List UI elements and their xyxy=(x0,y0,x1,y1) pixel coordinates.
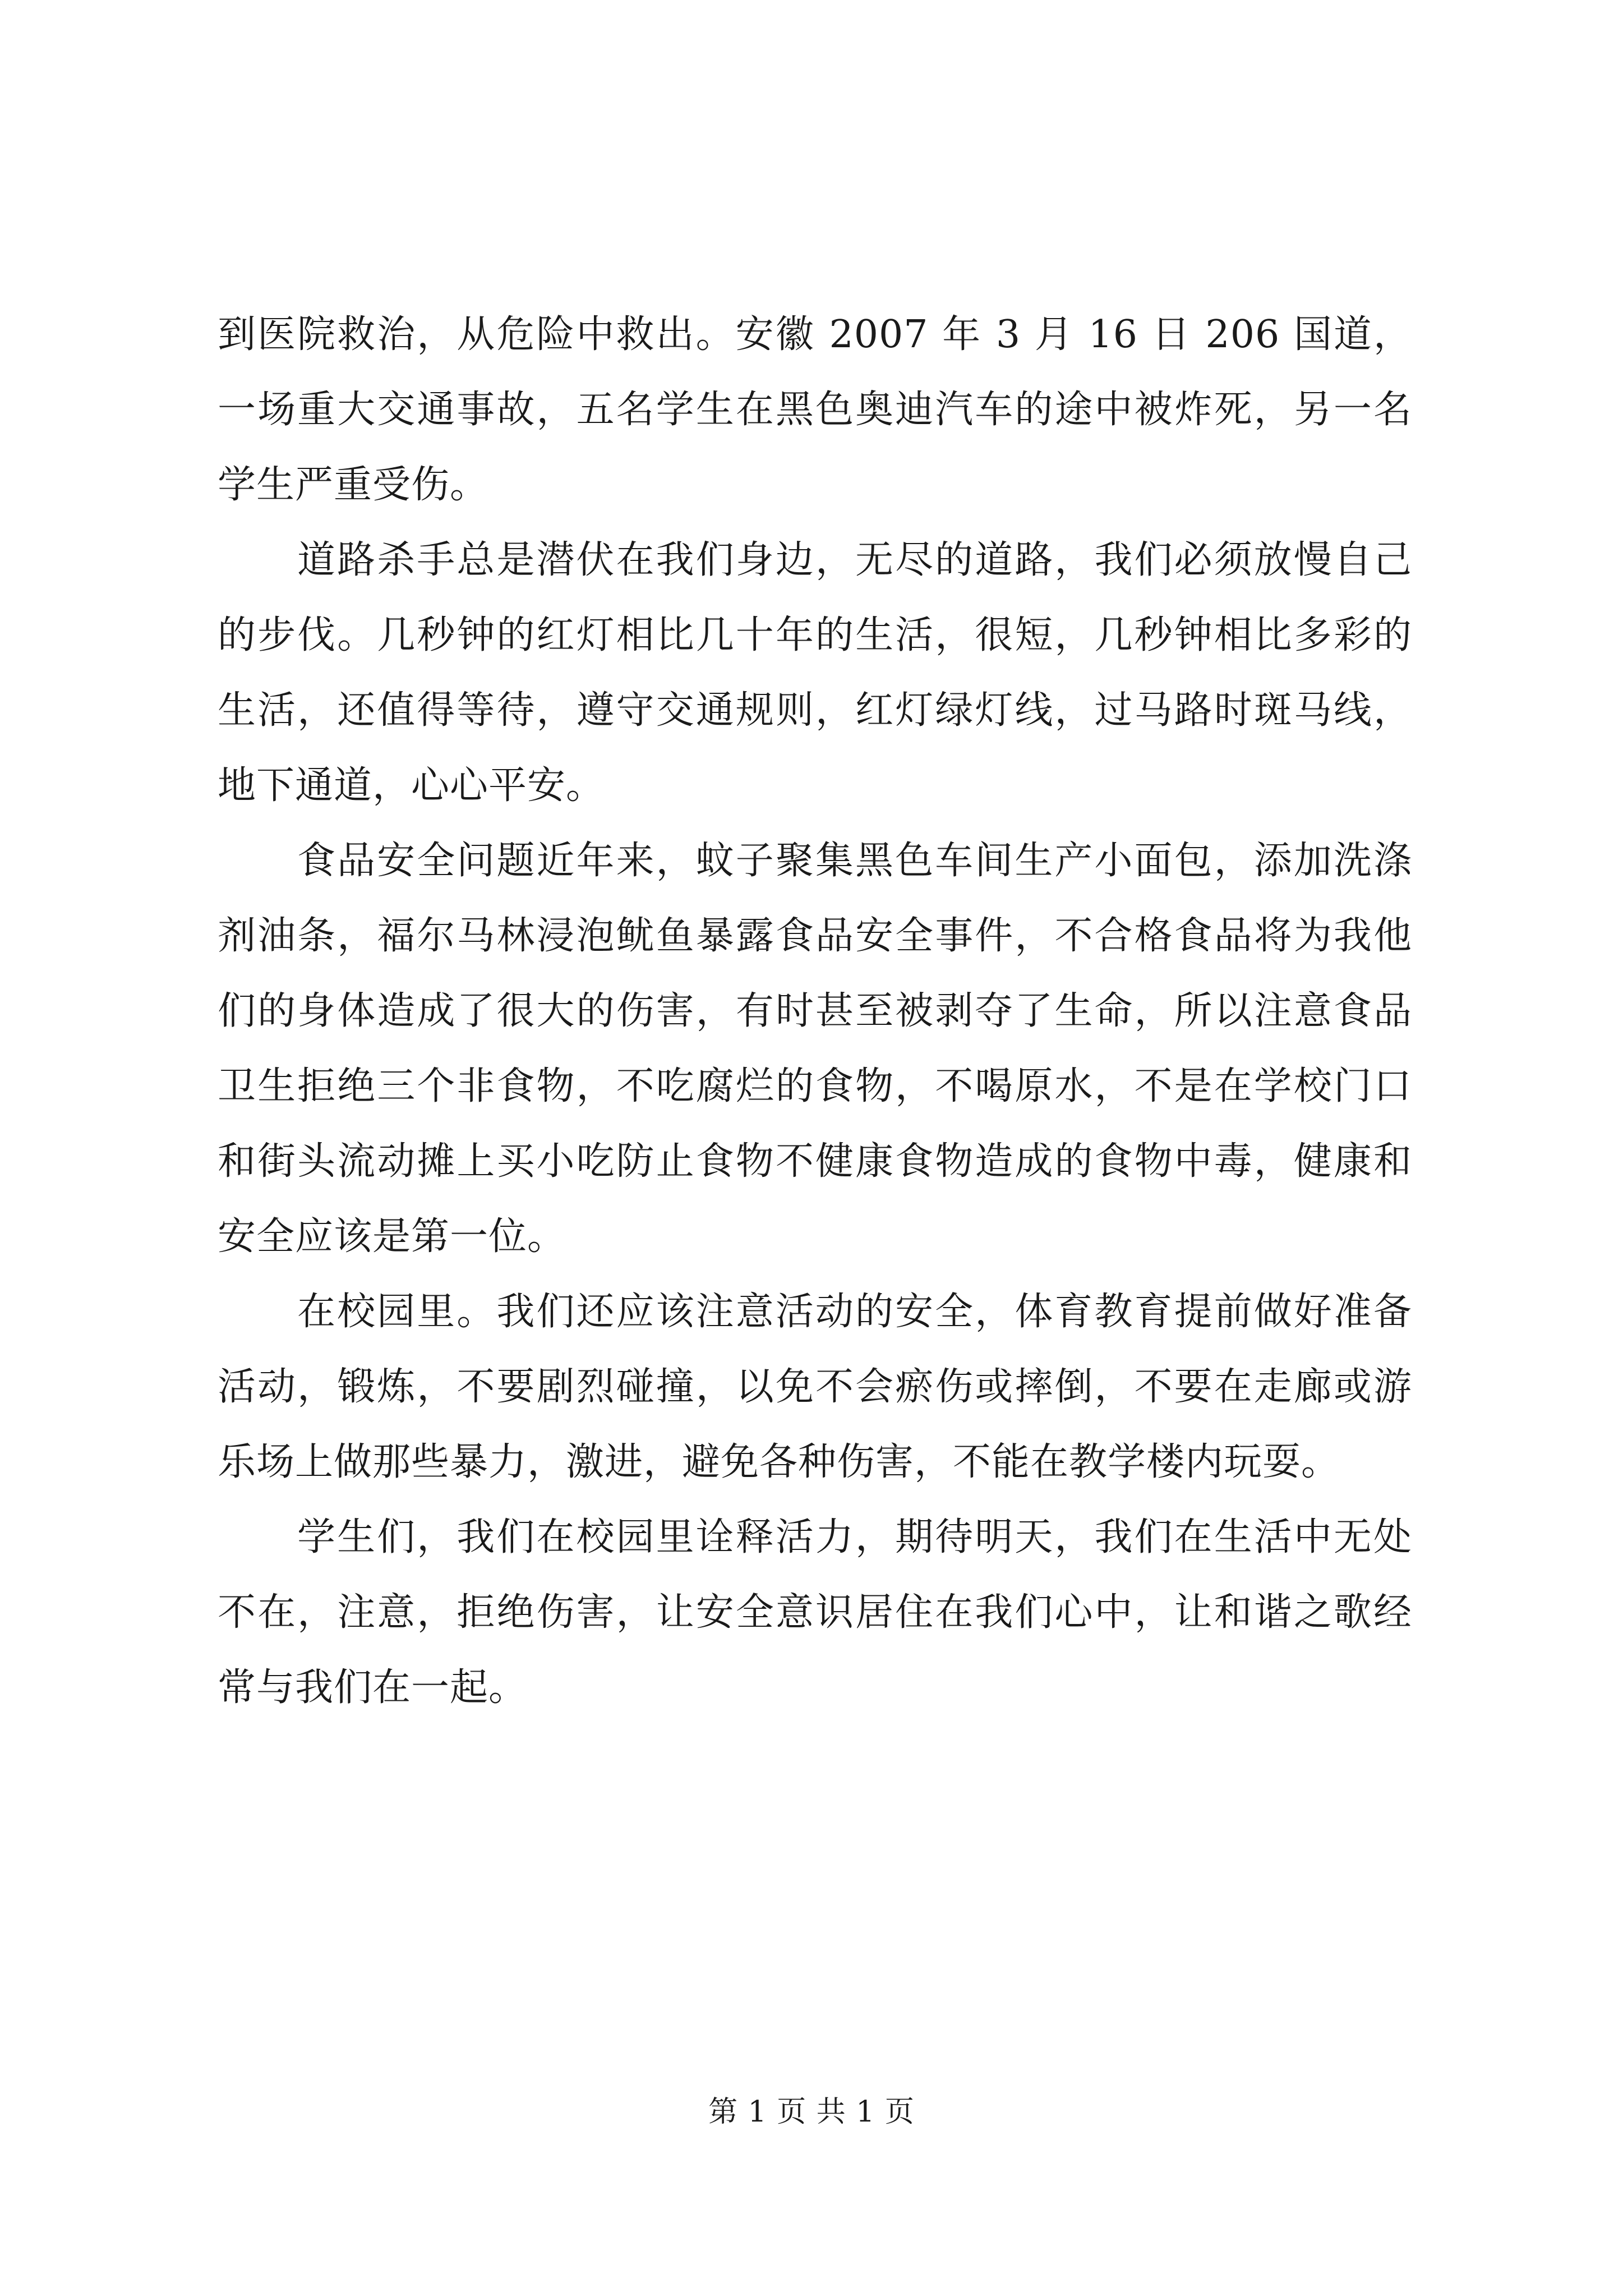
document-body xyxy=(218,297,1412,1726)
paragraph-1: 到医院救治，从危险中救出。安徽 2007 年 3 月 16 日 206 国道，一场重大交通事故，五名学生在黑色奥迪汽车的途中被炸死，另一名学生严重受伤。 xyxy=(218,312,1412,507)
paragraph-2: 道路杀手总是潜伏在我们身边，无尽的道路，我们必须放慢自己的步伐。几秒钟的红灯相比几十年的生活，很短，几秒钟相比多彩的生活，还值得等待，遵守交通规则，红灯绿灯线，过马路时斑马线，地下通道，心心平安。 xyxy=(218,538,1412,808)
paragraph-4: 在校园里。我们还应该注意活动的安全，体育教育提前做好准备活动，锻炼，不要剧烈碰撞，以免不会瘀伤或摔倒，不要在走廊或游乐场上做那些暴力，激进，避免各种伤害，不能在教学楼内玩耍。 xyxy=(218,1290,1412,1484)
paragraph-3: 食品安全问题近年来，蚊子聚集黑色车间生产小面包，添加洗涤剂油条，福尔马林浸泡鱿鱼暴露食品安全事件，不合格食品将为我他们的身体造成了很大的伤害，有时甚至被剥夺了生命，所以注意食品卫生拒绝三个非食物，不吃腐烂的食物，不喝原水，不是在学校门口和街头流动摊上买小吃防止食物不健康食物造成的食物中毒，健康和安全应该是第一位。 xyxy=(218,839,1412,1259)
paragraph-5: 学生们，我们在校园里诠释活力，期待明天，我们在生活中无处不在，注意，拒绝伤害，让安全意识居住在我们心中，让和谐之歌经常与我们在一起。 xyxy=(218,1515,1412,1710)
page-footer: 第 1 页 共 1 页 xyxy=(708,2095,915,2129)
